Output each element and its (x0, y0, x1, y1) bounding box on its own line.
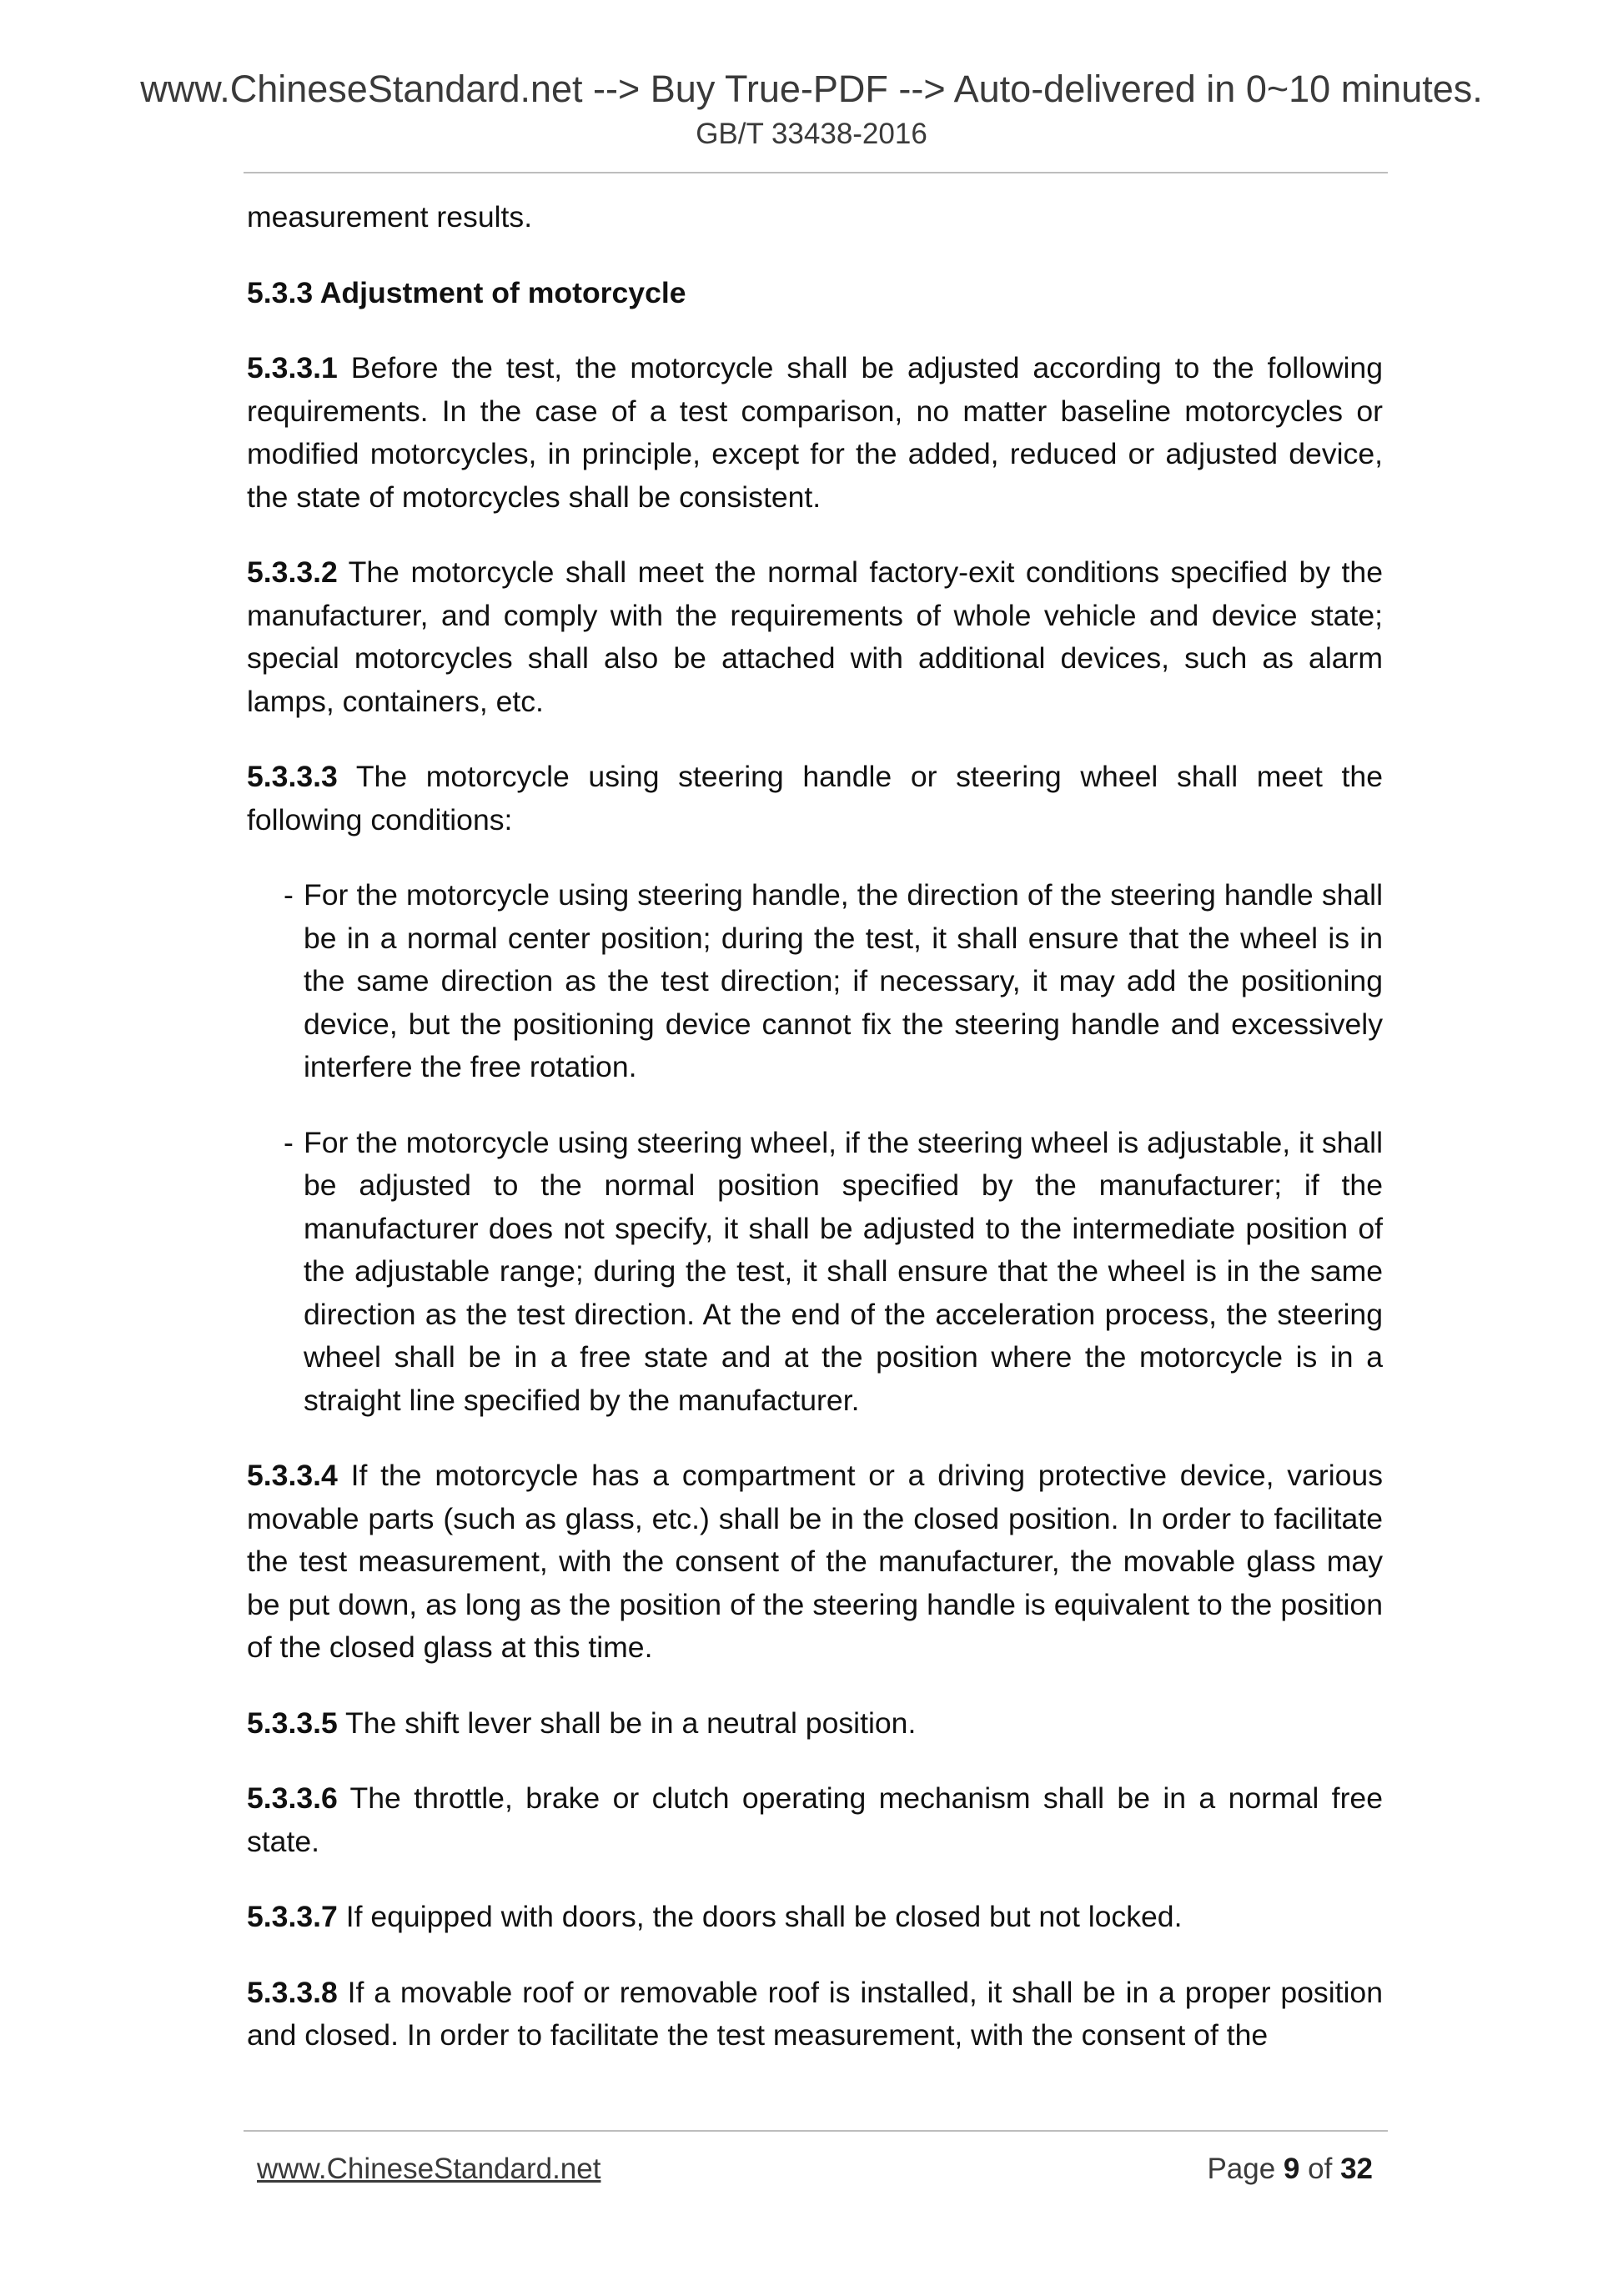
header-banner: www.ChineseStandard.net --> Buy True-PDF --> Auto-delivered in 0~10 minutes. (140, 68, 1483, 110)
clause-5-3-3-1: 5.3.3.1 Before the test, the motorcycle shall be adjusted according to the following requirements. In the case of a test comparison, no matter baseline motorcycles or modified motorcycles, in principle, except for the added, reduced or adjusted device, the state of motorcycles shall be consistent. (247, 351, 1383, 514)
standard-number: GB/T 33438-2016 (696, 118, 927, 150)
page-label: Page (1207, 2153, 1276, 2185)
clause-5-3-3-3: 5.3.3.3 The motorcycle using steering handle or steering wheel shall meet the following conditions: (247, 760, 1383, 837)
clause-5-3-3-6: 5.3.3.6 The throttle, brake or clutch operating mechanism shall be in a normal free state. (247, 1781, 1383, 1858)
clause-5-3-3-2: 5.3.3.2 The motorcycle shall meet the normal factory-exit conditions specified by the manufacturer, and comply with the requirements of whole vehicle and device state; special motorcycles shall also be attached with additional devices, such as alarm lamps, containers, etc. (247, 555, 1383, 718)
footer-divider (244, 2130, 1388, 2132)
list-item (247, 874, 1383, 1089)
header-divider (244, 172, 1388, 173)
section-title: 5.3.3 Adjustment of motorcycle (247, 275, 686, 309)
clause-5-3-3-8: 5.3.3.8 If a movable roof or removable roof is installed, it shall be in a proper position and closed. In order to facilitate the test measurement, with the consent of the (247, 1975, 1383, 2052)
list-bullet: - (284, 1125, 294, 1159)
list-item-text: For the motorcycle using steering wheel, if the steering wheel is adjustable, it shall be adjusted to the normal position specified by the manufacturer; if the manufacturer does not specify, it shall be adjusted to the intermediate position of the adjustable range; during the test, it shall ensure that the wheel is in the same direction as the test direction. At the end of the acceleration process, the steering wheel shall be in a free state and at the position where the motorcycle is in a straight line specified by the manufacturer. (304, 1125, 1383, 1417)
list-item-text: For the motorcycle using steering handle, the direction of the steering handle shall be in a normal center position; during the test, it shall ensure that the wheel is in the same direction as the test direction; if necessary, it may add the positioning device, but the positioning device cannot fix the steering handle and excessively interfere the free rotation. (304, 878, 1383, 1083)
list-item (247, 1122, 1383, 1423)
clause-5-3-3-4: 5.3.3.4 If the motorcycle has a compartment or a driving protective device, various movable parts (such as glass, etc.) shall be in the closed position. In order to facilitate the test measurement, with the consent of the manufacturer, the movable glass may be put down, as long as the position of the steering handle is equivalent to the position of the closed glass at this time. (247, 1459, 1383, 1664)
continuation-text: measurement results. (247, 200, 533, 234)
page-indicator (1207, 2151, 1373, 2188)
clause-5-3-3-5: 5.3.3.5 The shift lever shall be in a neutral position. (247, 1706, 917, 1740)
document-body (247, 196, 1383, 2090)
footer-website-link[interactable]: www.ChineseStandard.net (257, 2153, 601, 2185)
list-bullet: - (284, 878, 294, 912)
clause-5-3-3-7: 5.3.3.7 If equipped with doors, the doors shall be closed but not locked. (247, 1900, 1183, 1933)
page-of: of (1308, 2153, 1333, 2185)
page-total: 32 (1340, 2153, 1373, 2185)
page-current: 9 (1283, 2153, 1300, 2185)
